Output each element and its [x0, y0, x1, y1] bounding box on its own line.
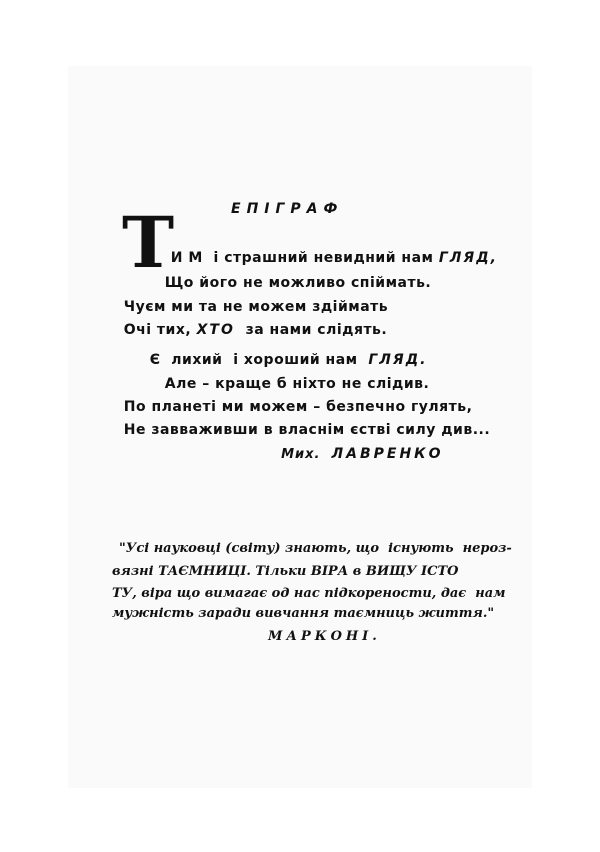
drop-cap: Т — [122, 201, 175, 284]
quote-line: вязні ТАЄМНИЦІ. Тільки ВІРА в ВИЩУ ІСТО — [112, 564, 459, 579]
quote-author: МАРКОНІ. — [268, 629, 381, 644]
quote-line: ТУ, віра що вимагає од нас підкорености, дає нам — [112, 586, 506, 601]
poem-line-text: Чуєм ми та не можем здіймать — [123, 299, 389, 315]
poem-line-text: за нами слідять. — [234, 322, 388, 338]
poem-line-text: Є лихий і хороший нам — [149, 352, 369, 368]
author-initial: Мих. — [281, 447, 321, 462]
author-surname: ЛАВРЕНКО — [331, 446, 444, 462]
poem-line — [113, 306, 387, 338]
poem-line-emphasis: ГЛЯД. — [368, 352, 428, 368]
poem-line-text: Що його не можливо спіймать. — [164, 275, 432, 291]
epigraph-author — [270, 431, 444, 462]
poem-line-text: Але – краще б ніхто не слідив. — [164, 376, 430, 392]
quote-line: "Усі науковці (світу) знають, що існують нероз- — [119, 541, 512, 556]
poem-line-text: Не завваживши в власнім єстві силу див... — [123, 422, 491, 438]
poem-line-text: Очі тих, — [123, 322, 197, 338]
quote-line: мужність заради вивчання таємниць життя." — [112, 606, 495, 621]
poem-line-text: И М і страшний невидний нам — [170, 250, 439, 266]
poem-line-emphasis: ГЛЯД, — [438, 250, 498, 266]
poem-line-text: По планеті ми можем – безпечно гулять, — [123, 399, 473, 415]
epigraph-title: ЕПІГРАФ — [231, 201, 344, 217]
poem-line-emphasis: ХТО — [196, 322, 235, 338]
